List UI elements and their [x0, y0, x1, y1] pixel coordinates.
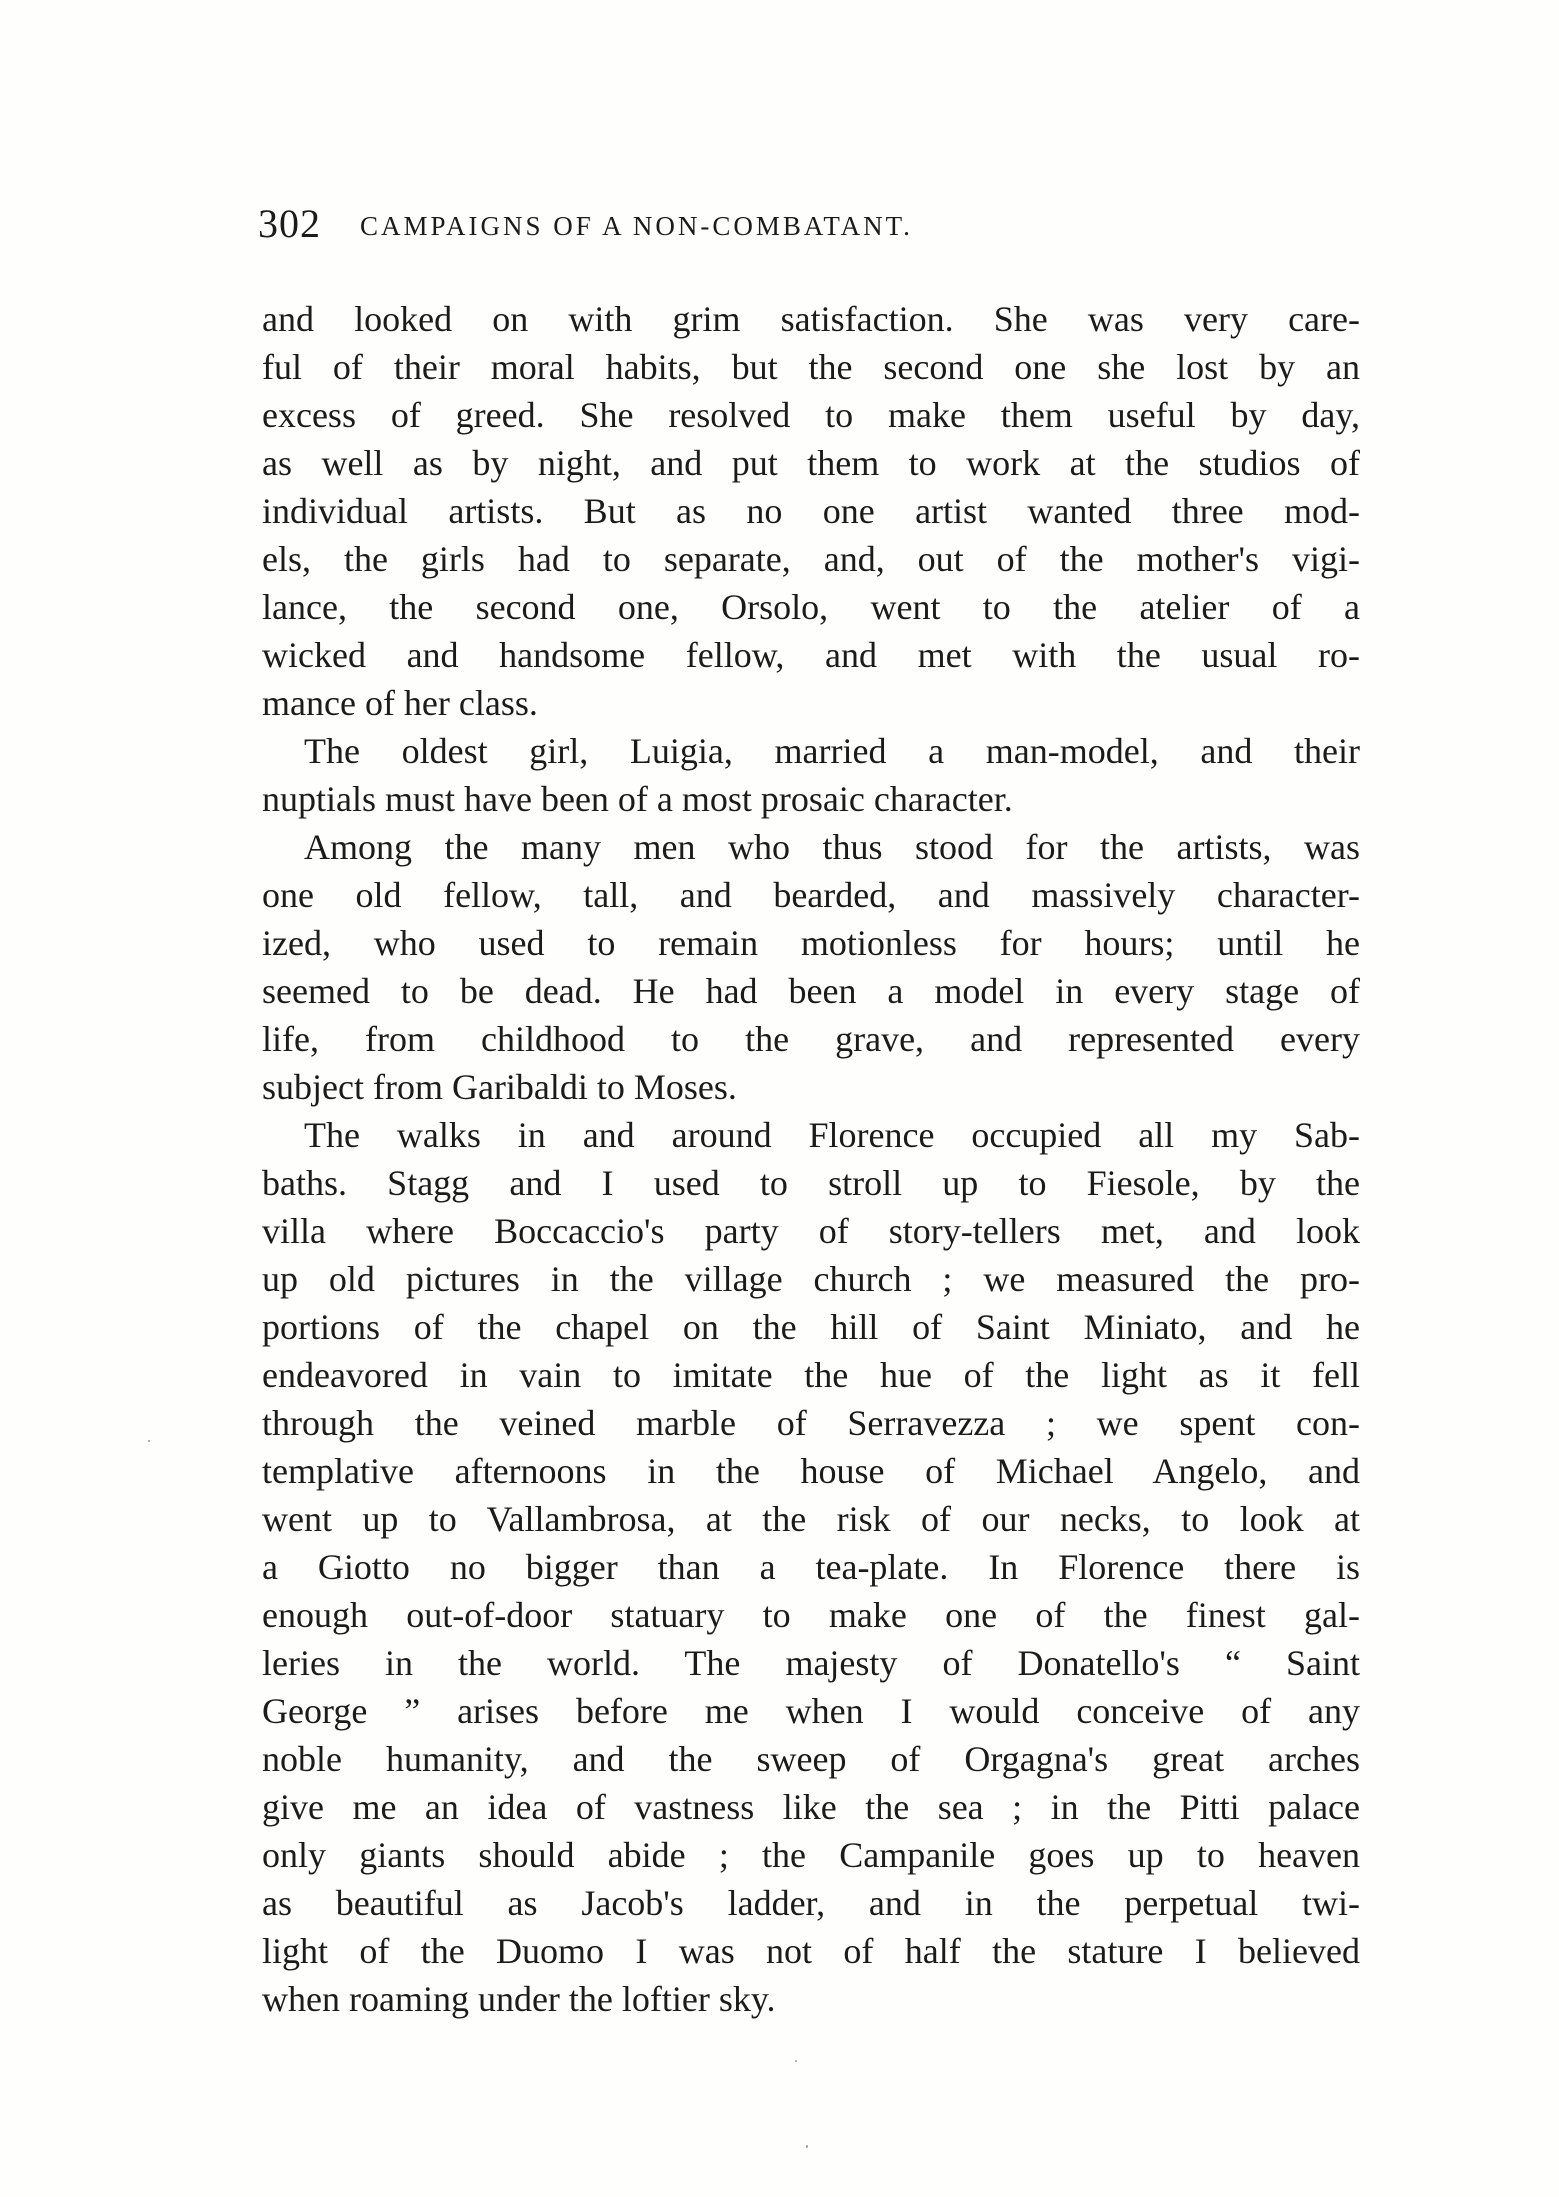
- paragraph: [262, 823, 1360, 1111]
- text-line: The oldest girl, Luigia, married a man-model, and their: [304, 731, 1360, 771]
- text-line: templative afternoons in the house of Michael Angelo, and: [262, 1451, 1360, 1491]
- text-line: Among the many men who thus stood for the artists, was: [304, 827, 1360, 867]
- text-line: individual artists. But as no one artist wanted three mod-: [262, 491, 1360, 531]
- text-line: endeavored in vain to imitate the hue of the light as it fell: [262, 1355, 1360, 1395]
- text-line: life, from childhood to the grave, and represented every: [262, 1019, 1360, 1059]
- text-line: and looked on with grim satisfaction. She was very care-: [262, 299, 1360, 339]
- running-title: CAMPAIGNS OF A NON-COMBATANT.: [360, 211, 913, 241]
- text-line: noble humanity, and the sweep of Orgagna's great arches: [262, 1739, 1360, 1779]
- running-head: [258, 200, 1358, 260]
- text-line: subject from Garibaldi to Moses.: [262, 1067, 737, 1107]
- text-line: George ” arises before me when I would conceive of any: [262, 1691, 1360, 1731]
- text-line: portions of the chapel on the hill of Saint Miniato, and he: [262, 1307, 1360, 1347]
- text-line: as well as by night, and put them to work at the studios of: [262, 443, 1360, 483]
- text-line: els, the girls had to separate, and, out of the mother's vigi-: [262, 539, 1360, 579]
- text-line: through the veined marble of Serravezza ; we spent con-: [262, 1403, 1360, 1443]
- text-line: up old pictures in the village church ; we measured the pro-: [262, 1259, 1360, 1299]
- text-line: The walks in and around Florence occupied all my Sab-: [304, 1115, 1360, 1155]
- text-line: when roaming under the loftier sky.: [262, 1979, 776, 2019]
- paragraph: [262, 1111, 1360, 2023]
- text-line: ful of their moral habits, but the second one she lost by an: [262, 347, 1360, 387]
- text-line: villa where Boccaccio's party of story-tellers met, and look: [262, 1211, 1360, 1251]
- paper-speck: [795, 2060, 797, 2062]
- paragraph: [262, 295, 1360, 727]
- text-line: as beautiful as Jacob's ladder, and in the perpetual twi-: [262, 1883, 1360, 1923]
- text-line: went up to Vallambrosa, at the risk of our necks, to look at: [262, 1499, 1360, 1539]
- paper-speck: [806, 2145, 808, 2148]
- text-line: a Giotto no bigger than a tea-plate. In Florence there is: [262, 1547, 1360, 1587]
- page-number: 302: [258, 201, 321, 246]
- text-line: leries in the world. The majesty of Donatello's “ Saint: [262, 1643, 1360, 1683]
- text-line: mance of her class.: [262, 683, 538, 723]
- text-line: only giants should abide ; the Campanile goes up to heaven: [262, 1835, 1360, 1875]
- text-line: give me an idea of vastness like the sea ; in the Pitti palace: [262, 1787, 1360, 1827]
- text-line: excess of greed. She resolved to make them useful by day,: [262, 395, 1360, 435]
- text-line: enough out-of-door statuary to make one of the finest gal-: [262, 1595, 1360, 1635]
- text-line: lance, the second one, Orsolo, went to the atelier of a: [262, 587, 1360, 627]
- text-line: one old fellow, tall, and bearded, and massively character-: [262, 875, 1360, 915]
- paper-speck: [148, 1440, 150, 1442]
- text-line: wicked and handsome fellow, and met with the usual ro-: [262, 635, 1360, 675]
- text-line: baths. Stagg and I used to stroll up to Fiesole, by the: [262, 1163, 1360, 1203]
- text-line: light of the Duomo I was not of half the stature I believed: [262, 1931, 1360, 1971]
- body-text: [262, 295, 1360, 2023]
- paragraph: [262, 727, 1360, 823]
- text-line: seemed to be dead. He had been a model in every stage of: [262, 971, 1360, 1011]
- text-line: ized, who used to remain motionless for hours; until he: [262, 923, 1360, 963]
- text-line: nuptials must have been of a most prosaic character.: [262, 779, 1013, 819]
